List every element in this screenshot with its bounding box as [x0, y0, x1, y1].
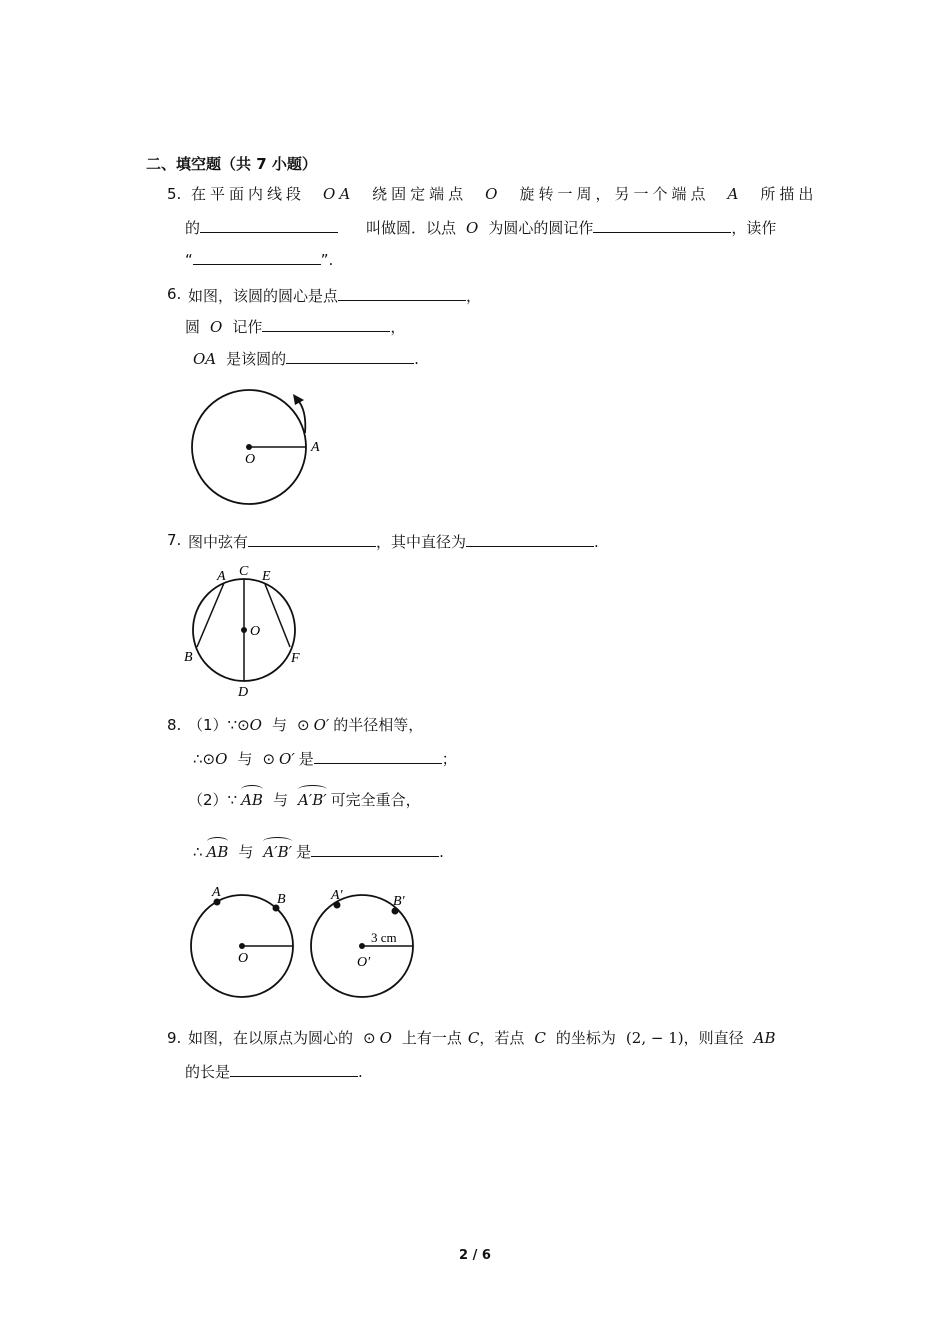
arc-label: A′B′	[297, 791, 327, 809]
q5-quote-close: ”.	[320, 251, 334, 269]
q7-text: .	[594, 533, 599, 551]
q9-var: AB	[753, 1029, 776, 1047]
q9-line2	[185, 1060, 363, 1082]
q8-text: （1）∵⊙	[188, 716, 250, 734]
q5-text: 旋转一周，另一个端点	[519, 185, 710, 203]
label-c: C	[239, 564, 249, 579]
rotation-arrow	[297, 399, 305, 433]
q6-text: 圆	[185, 318, 201, 336]
q5-quote-open: “	[185, 251, 193, 269]
q6-line2	[185, 315, 405, 337]
q8-text: ∴⊙	[193, 750, 216, 768]
q5-text: 在平面内线段	[191, 185, 306, 203]
q8-line1	[188, 715, 423, 735]
answer-blank[interactable]	[193, 248, 321, 265]
q6-text: ，	[466, 287, 482, 305]
q5-text: 为圆心的圆记作	[488, 219, 594, 237]
q8-text: 与	[272, 791, 288, 809]
q8-var: O′	[279, 750, 295, 768]
q5-var: A	[727, 185, 743, 203]
q6-line3	[193, 347, 419, 369]
label-o: O	[250, 624, 261, 639]
q8-text: 与	[238, 843, 254, 861]
q7-text: 图中弦有	[188, 533, 249, 551]
q5-text: 的	[185, 219, 201, 237]
q6-var: OA	[193, 350, 217, 368]
q5-text: 所描出	[760, 185, 818, 203]
answer-blank[interactable]	[262, 315, 390, 332]
label-a: A	[212, 885, 221, 900]
q8-text: .	[439, 843, 444, 861]
arc-mark-icon	[263, 837, 292, 846]
label-f: F	[291, 651, 300, 666]
answer-blank[interactable]	[338, 284, 466, 301]
q6-figure	[185, 385, 335, 510]
radius-label: 3 cm	[371, 930, 397, 945]
q5-text: 绕固定端点	[372, 185, 468, 203]
q8-line4	[193, 840, 444, 862]
q8-line3	[188, 790, 421, 810]
q8-text: （2）∵	[188, 791, 238, 809]
q5-text: 叫做圆．以点	[366, 219, 457, 237]
q7-line	[188, 530, 599, 552]
answer-blank[interactable]	[286, 347, 414, 364]
page-number: 2 / 6	[459, 1248, 491, 1263]
label-o: O	[245, 452, 256, 467]
label-o: O	[238, 951, 249, 966]
q9-text: ⊙	[363, 1029, 376, 1047]
label-b-prime: B′	[393, 894, 405, 909]
answer-blank[interactable]	[466, 530, 594, 547]
center-dot	[246, 444, 252, 450]
q6-var: O	[210, 318, 223, 336]
q6-text: 记作	[232, 318, 263, 336]
q6-text: 是该圆的	[226, 350, 287, 368]
q5-line3	[185, 248, 333, 270]
q9-text: .	[358, 1063, 363, 1081]
q9-number: 9.	[167, 1029, 182, 1047]
answer-blank[interactable]	[248, 530, 376, 547]
q8-text: 与	[237, 750, 253, 768]
q6-text: ，	[390, 318, 406, 336]
q7-figure	[180, 560, 310, 700]
answer-blank[interactable]	[230, 1060, 358, 1077]
label-e: E	[262, 569, 271, 584]
q8-var: O	[249, 716, 262, 734]
q5-text: ，读作	[731, 219, 777, 237]
answer-blank[interactable]	[593, 216, 731, 233]
q7-text: ，其中直径为	[376, 533, 467, 551]
q6-text: 如图，该圆的圆心是点	[188, 287, 339, 305]
q8-text: 的半径相等，	[333, 716, 424, 734]
label-o-prime: O′	[357, 955, 371, 970]
q8-text: 可完全重合，	[330, 791, 421, 809]
center-dot	[359, 943, 365, 949]
q9-coordinate: (2, − 1)	[625, 1029, 684, 1047]
chord-ef	[265, 584, 290, 647]
center-dot	[239, 943, 245, 949]
q8-text: ⊙	[296, 716, 310, 734]
q5-line2	[185, 216, 776, 238]
q8-text: ；	[441, 750, 457, 768]
q8-number: 8.	[167, 716, 182, 734]
q5-var: O	[485, 185, 502, 203]
arc-ab	[241, 790, 263, 810]
arrow-head-icon	[293, 394, 304, 405]
q8-text: 与	[271, 716, 287, 734]
q9-text: 的坐标为	[555, 1029, 616, 1047]
q9-var: O	[379, 1029, 392, 1047]
q7-number: 7.	[167, 531, 182, 549]
q8-var: O′	[313, 716, 330, 734]
label-b: B	[277, 892, 286, 907]
label-b: B	[184, 650, 193, 665]
q9-var: C	[467, 1029, 480, 1047]
q9-line1	[188, 1028, 775, 1048]
q8-line2	[193, 747, 457, 769]
label-a: A	[311, 440, 320, 455]
q8-text: ⊙	[262, 750, 276, 768]
arc-a2b2	[263, 842, 292, 862]
label-d: D	[238, 685, 249, 700]
q9-text: 的长是	[185, 1063, 231, 1081]
arc-label: AB	[241, 791, 263, 809]
section-title: 二、填空题（共 7 小题）	[146, 155, 317, 173]
answer-blank[interactable]	[311, 840, 439, 857]
arc-mark-icon	[207, 837, 229, 846]
answer-blank[interactable]	[314, 747, 442, 764]
arc-label: AB	[206, 843, 229, 861]
q8-text: 是	[296, 843, 312, 861]
arc-a2b2	[298, 790, 327, 810]
q5-var: OA	[323, 185, 355, 203]
q9-var: C	[534, 1029, 546, 1047]
label-a-prime: A′	[331, 888, 343, 903]
q6-line1	[188, 284, 481, 306]
q6-number: 6.	[167, 285, 182, 303]
q9-text: ，若点	[479, 1029, 525, 1047]
q5-line1	[191, 184, 817, 204]
arc-mark-icon	[241, 785, 263, 794]
q9-text: 如图，在以原点为圆心的	[188, 1029, 354, 1047]
q9-text: 上有一点	[401, 1029, 462, 1047]
q5-var: O	[466, 219, 479, 237]
center-dot	[241, 627, 247, 633]
label-a: A	[217, 569, 226, 584]
arc-mark-icon	[298, 785, 327, 794]
arc-ab	[207, 842, 229, 862]
q6-text: .	[414, 350, 419, 368]
arc-label: A′B′	[263, 843, 293, 861]
q8-text: 是	[298, 750, 314, 768]
q5-number: 5.	[167, 185, 182, 203]
q9-text: ，则直径	[683, 1029, 744, 1047]
answer-blank[interactable]	[200, 216, 338, 233]
q8-figure	[185, 880, 425, 1005]
q8-var: O	[215, 750, 228, 768]
q8-text: ∴	[193, 843, 203, 861]
